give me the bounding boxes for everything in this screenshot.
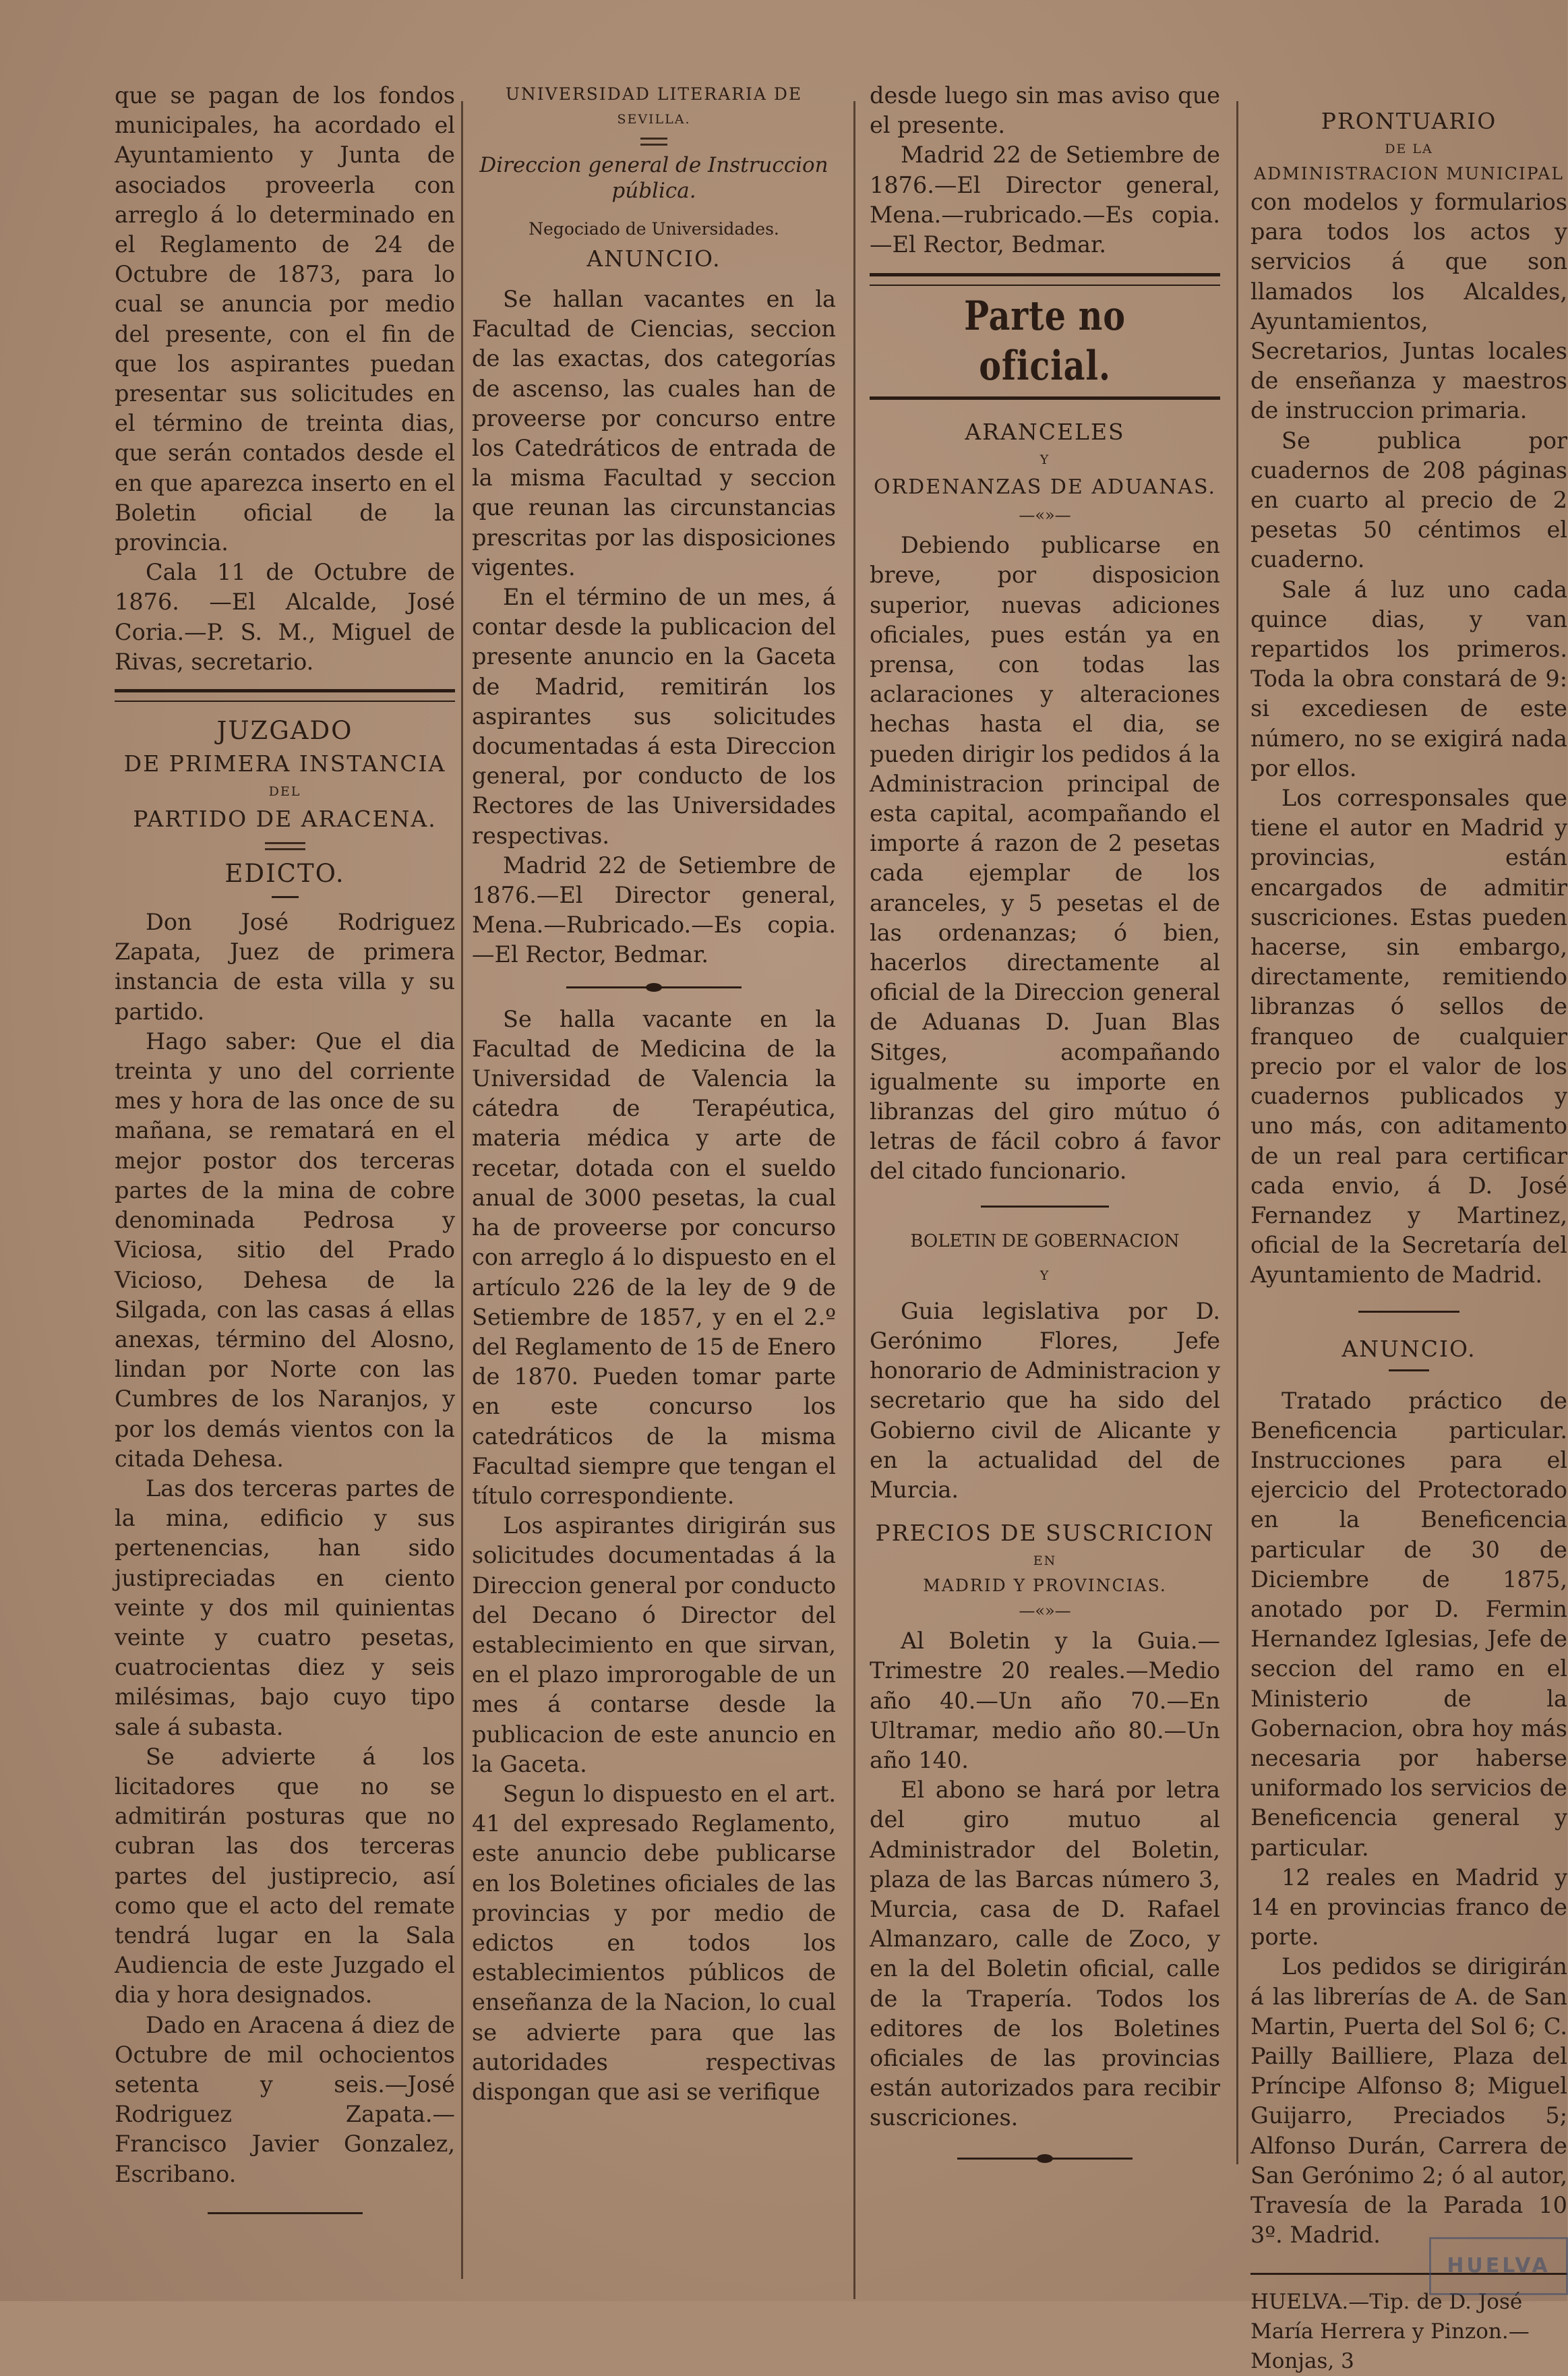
prontuario-corresponsales: Los corresponsales que tiene el autor en Madrid y provincias, están encargados de admitir suscriciones. Estas pueden hacerse, sin embargo, directamente, remitiendo libranzas ó sellos de franqueo de cualquier precio por el valor de los cuadernos publicados y uno más, con aditamento de un real para certificar cada envio, á D. José Fernandez y Martinez, oficial de la Secretaría del Ayuntamiento de Madrid. bbox=[1250, 785, 1567, 1288]
ciencias-termino: En el término de un mes, á contar desde la publicacion del presente anuncio en la Gaceta de Madrid, remitirán los aspirantes sus solicitudes documentadas á esta Direccion general, por conducto de los Rectores de las Universidades respectivas. bbox=[472, 584, 836, 849]
ornament-mark: —«»— bbox=[1019, 506, 1071, 525]
section-separator bbox=[115, 689, 455, 702]
library-stamp: HUELVA bbox=[1429, 2237, 1568, 2295]
prontuario-description: con modelos y formularios para todos los actos y servicios á que son llamados los Alcaldes, Ayuntamientos, Secretarios, Juntas locales de enseñanza y maestros de instruccion primaria. bbox=[1250, 189, 1567, 424]
aduanas-signature: Madrid 22 de Setiembre de 1876.—El Director general, Mena.—rubricado.—Es copia.—El Rector, Bedmar. bbox=[870, 142, 1220, 258]
short-rule bbox=[1389, 1369, 1429, 1371]
del-heading: DEL bbox=[268, 784, 301, 800]
medicina-vacante: Se halla vacante en la Facultad de Medicina de la Universidad de Valencia la cátedra de Terapéutica, materia médica y arte de recetar, dotada con el sueldo anual de 3000 pesetas, la cual ha de proveerse por concurso con arreglo á lo dispuesto en el artículo 226 de la ley de 9 de Setiembre de 1857, y en el 2.º del Reglamento de 15 de Enero de 1870. Pueden tomar parte en este concurso los catedráticos de la misma Facultad siempre que tengan el título correspondiente. bbox=[472, 1005, 836, 1509]
prontuario-publica: Se publica por cuadernos de 208 páginas en cuarto al precio de 2 pesetas 50 céntimos el cuaderno. bbox=[1250, 427, 1567, 573]
title-underline bbox=[870, 396, 1220, 403]
partido-heading: PARTIDO DE ARACENA. bbox=[133, 806, 437, 833]
parte-no-oficial-title: Parte no oficial. bbox=[964, 293, 1126, 390]
juzgado-heading: JUZGADO bbox=[216, 716, 353, 746]
column-4 bbox=[1250, 81, 1567, 2374]
precios-heading: PRECIOS DE SUSCRICION bbox=[875, 1520, 1215, 1547]
guia-legislativa-text: Guia legislativa por D. Gerónimo Flores, Jefe honorario de Administracion y secretario que ha sido del Gobierno civil de Alicante y en la actualidad del de Murcia. bbox=[870, 1297, 1220, 1503]
direccion-heading: Direccion general de Instruccion pública. bbox=[479, 153, 828, 203]
tratado-text: Tratado práctico de Beneficencia particular. Instrucciones para el ejercicio del Protectorado en la Beneficencia particular de 30 de Diciembre de 1875, anotado por D. Fermin Hernandez Iglesias, Jefe de seccion del ramo en el Ministerio de la Gobernacion, obra hoy más necesaria por haberse uniformado los servicios de Beneficencia general y particular. bbox=[1250, 1387, 1567, 1861]
medicina-reglamento: Segun lo dispuesto en el art. 41 del expresado Reglamento, este anuncio debe publicarse en los Boletines oficiales de las provincias y por medio de edictos en todos los establecimientos públicos de enseñanza de la Nacion, lo cual se advierte para que las autoridades respectivas dispongan que asi se verifique bbox=[472, 1780, 836, 2105]
prontuario-heading: PRONTUARIO bbox=[1321, 108, 1497, 134]
column-rule bbox=[461, 101, 463, 2279]
municipal-notice-text: que se pagan de los fondos municipales, ha acordado el Ayuntamiento y Junta de asociados proveerla con arreglo á lo determinado en el Reglamento de 24 de Octubre de 1873, para lo cual se anuncia por medio del presente, con el fin de que los aspirantes puedan presentar sus solicitudes en el término de treinta dias, que serán contados desde el en que aparezca inserto en el Boletin oficial de la provincia. bbox=[115, 82, 455, 556]
continued-text: desde luego sin mas aviso que el presente. bbox=[870, 82, 1220, 139]
ciencias-signature: Madrid 22 de Setiembre de 1876.—El Director general, Mena.—Rubricado.—Es copia.—El Rector, Bedmar. bbox=[472, 852, 836, 968]
de-la-heading: DE LA bbox=[1385, 142, 1433, 156]
sevilla-heading: SEVILLA. bbox=[617, 112, 691, 127]
boletin-heading: BOLETIN DE GOBERNACION bbox=[910, 1230, 1180, 1251]
ciencias-vacantes: Se hallan vacantes en la Facultad de Ciencias, seccion de las exactas, dos categorías de ascenso, las cuales han de proveerse por concurso entre los Catedráticos de entrada de la misma Facultad y seccion que reunan las circunstancias prescritas por las disposiciones vigentes. bbox=[472, 286, 836, 581]
anuncio-heading: ANUNCIO. bbox=[1341, 1335, 1476, 1362]
municipal-notice-signature: Cala 11 de Octubre de 1876. —El Alcalde, José Coria.—P. S. M., Miguel de Rivas, secretario. bbox=[115, 559, 455, 675]
en-heading: EN bbox=[1033, 1553, 1057, 1569]
suscricion-abono: El abono se hará por letra del giro mutuo al Administrador del Boletin, plaza de las Barcas número 3, Murcia, casa de D. Rafael Almanzaro, calle de Zoco, y en la del Boletin oficial, calle de la Trapería. Todos los editores de los Boletines oficiales de las provincias están autorizados para recibir suscriciones. bbox=[870, 1777, 1220, 2131]
short-rule bbox=[272, 896, 299, 898]
aranceles-notice: Debiendo publicarse en breve, por disposicion superior, nuevas adiciones oficiales, pues están ya en prensa, con todas las aclaraciones y alteraciones hechas hasta el dia, se pueden dirigir los pedidos á la Administracion principal de esta capital, acompañando el importe á razon de 2 pesetas cada ejemplar de los aranceles, y 5 pesetas el de las ordenanzas; ó bien, hacerlos directamente al oficial de la Direccion general de Aduanas D. Juan Blas Sitges, acompañando igualmente su importe en libranzas del giro mútuo ó letras de fácil cobro á favor del citado funcionario. bbox=[870, 532, 1220, 1185]
suscricion-prices: Al Boletin y la Guia.—Trimestre 20 reales.—Medio año 40.—Un año 70.—En Ultramar, medio año 80.—Un año 140. bbox=[870, 1628, 1220, 1773]
ornament-rule bbox=[566, 986, 742, 988]
section-separator bbox=[870, 273, 1220, 286]
edicto-heading: EDICTO. bbox=[224, 859, 345, 889]
primera-instancia-heading: DE PRIMERA INSTANCIA bbox=[123, 750, 446, 777]
imprint-footer: HUELVA.—Tip. de D. José María Herrera y Pinzon.—Monjas, 3 bbox=[1250, 2290, 1530, 2374]
tratado-precio: 12 reales en Madrid y 14 en provincias franco de porte. bbox=[1250, 1864, 1567, 1951]
universidad-heading: UNIVERSIDAD LITERARIA DE bbox=[505, 84, 803, 104]
ordenanzas-heading: ORDENANZAS DE ADUANAS. bbox=[873, 475, 1217, 500]
column-1 bbox=[115, 81, 455, 2286]
ornament-mark: —«»— bbox=[1019, 1601, 1071, 1621]
column-2 bbox=[472, 81, 836, 2286]
administracion-heading: ADMINISTRACION MUNICIPAL bbox=[1254, 164, 1564, 183]
short-rule bbox=[981, 1206, 1109, 1208]
prontuario-sale: Sale á luz uno cada quince dias, y van repartidos los primeros. Toda la obra constará de 9: si excediesen de este número, no se exigirá nada por ellos. bbox=[1250, 576, 1567, 781]
double-rule bbox=[265, 842, 305, 850]
y-heading: Y bbox=[1039, 1268, 1050, 1283]
y-heading: Y bbox=[1039, 452, 1050, 468]
edicto-justiprecio: Las dos terceras partes de la mina, edificio y sus pertenencias, han sido justipreciadas en ciento veinte y dos mil quinientas veinte y cuatro pesetas, cuatrocientas diez y seis milésimas, bajo cuyo tipo sale á subasta. bbox=[115, 1475, 455, 1740]
column-rule bbox=[1236, 101, 1238, 2164]
edicto-advertencia: Se advierte á los licitadores que no se admitirán posturas que no cubran las dos terceras partes del justiprecio, así como que el acto del remate tendrá lugar en la Sala Audiencia de este Juzgado el dia y hora designados. bbox=[115, 1743, 455, 2009]
edicto-intro: Don José Rodriguez Zapata, Juez de primera instancia de esta villa y su partido. bbox=[115, 909, 455, 1025]
aranceles-heading: ARANCELES bbox=[965, 419, 1125, 446]
tratado-pedidos: Los pedidos se dirigirán á las librerías de A. de San Martin, Puerta del Sol 6; C. Pailly Bailliere, Plaza del Príncipe Alfonso 8; Miguel Guijarro, Preciados 5; Alfonso Durán, Carrera de San Gerónimo 2; ó al autor, Travesía de la Parada 10 3º. Madrid. bbox=[1250, 1953, 1567, 2249]
end-rule bbox=[208, 2212, 363, 2214]
double-rule bbox=[640, 138, 667, 146]
madrid-provincias-heading: MADRID Y PROVINCIAS. bbox=[923, 1576, 1167, 1596]
edicto-signature: Dado en Aracena á diez de Octubre de mil ochocientos setenta y seis.—José Rodriguez Zapata.—Francisco Javier Gonzalez, Escribano. bbox=[115, 2011, 455, 2187]
negociado-heading: Negociado de Universidades. bbox=[529, 219, 779, 239]
edicto-hago-saber: Hago saber: Que el dia treinta y uno del corriente mes y hora de las once de su mañana, se rematará en el mejor postor dos terceras partes de la mina de cobre denominada Pedrosa y Viciosa, sitio del Prado Vicioso, Dehesa de la Silgada, con las casas á ellas anexas, término del Alosno, lindan por Norte con las Cumbres de los Naranjos, y por los demás vientos con la citada Dehesa. bbox=[115, 1028, 455, 1472]
medicina-aspirantes: Los aspirantes dirigirán sus solicitudes documentadas á la Direccion general por conducto del Decano ó Director del establecimiento en que sirvan, en el plazo improrogable de un mes á contarse desde la publicacion de este anuncio en la Gaceta. bbox=[472, 1512, 836, 1777]
column-3 bbox=[870, 81, 1220, 2286]
anuncio-heading: ANUNCIO. bbox=[586, 245, 721, 272]
column-rule bbox=[853, 101, 855, 2299]
ornament-rule bbox=[957, 2158, 1133, 2160]
short-rule bbox=[1358, 1311, 1459, 1313]
